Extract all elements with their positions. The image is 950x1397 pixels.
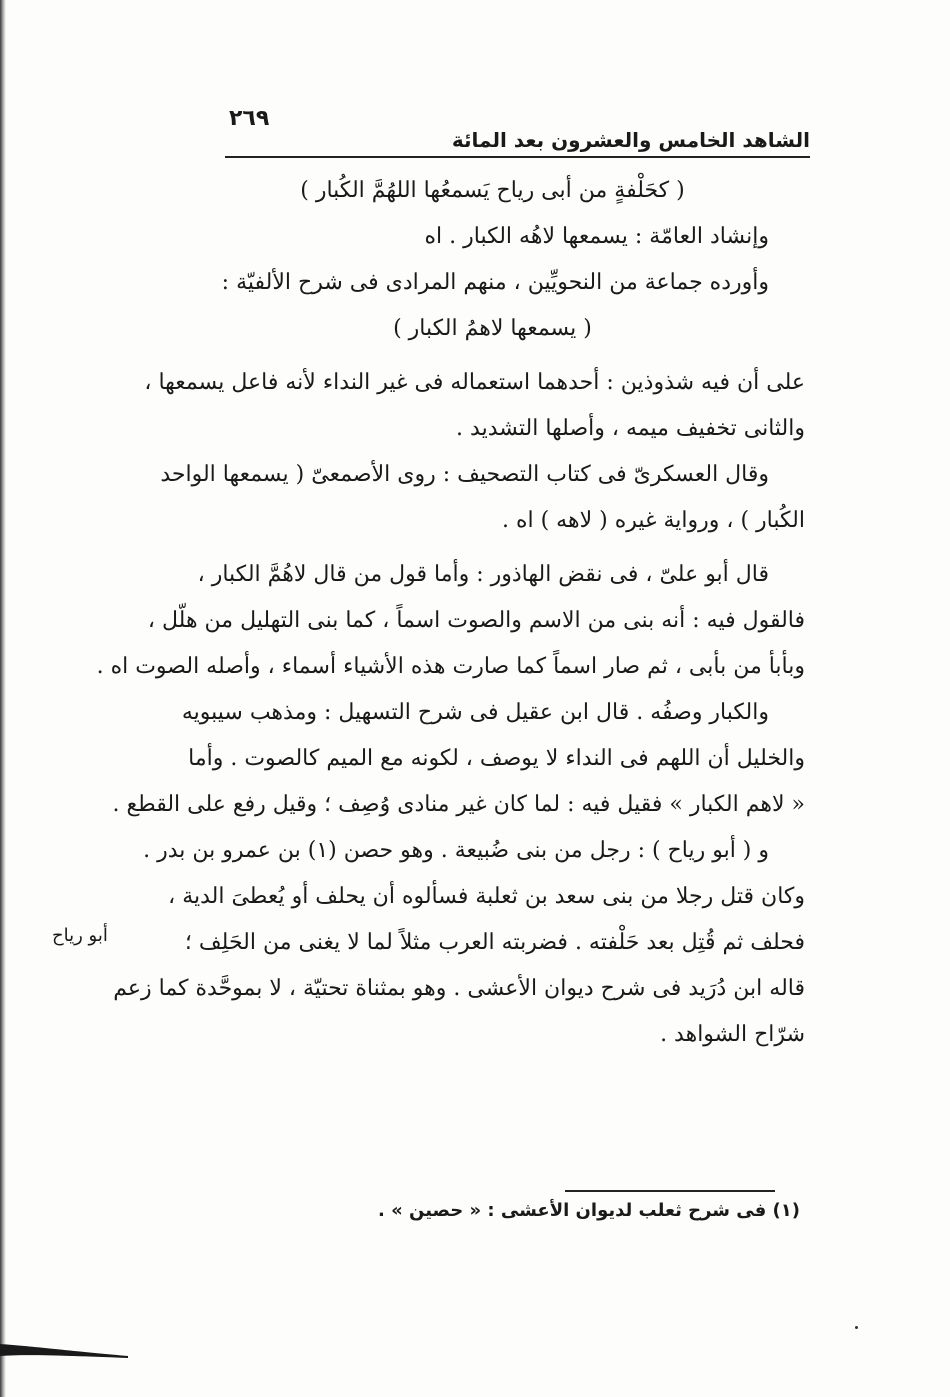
text-line: والكبار وصفُه . قال ابن عقيل فى شرح التسهيل : ومذهب سيبويه bbox=[181, 700, 769, 725]
page-number: ٢٦٩ bbox=[229, 106, 270, 131]
main-text bbox=[96, 168, 805, 1058]
paragraph-gap bbox=[180, 544, 805, 552]
paragraph-gap bbox=[180, 352, 805, 360]
text-line: شرّاح الشواهد . bbox=[660, 1022, 805, 1047]
header-rule bbox=[225, 156, 810, 158]
running-title: الشاهد الخامس والعشرون بعد المائة bbox=[451, 128, 810, 152]
margin-note: أبو رياح bbox=[52, 925, 108, 946]
text-line: وإنشاد العامّة : يسمعها لاهُه الكبار . اه bbox=[424, 224, 769, 249]
scan-left-edge bbox=[0, 0, 6, 1397]
text-line: قاله ابن دُرَيد فى شرح ديوان الأعشى . وهو بمثناة تحتيّة ، لا بموحَّدة كما زعم bbox=[113, 976, 805, 1001]
text-line: وقال العسكرىّ فى كتاب التصحيف : روى الأصمعىّ ( يسمعها الواحد bbox=[160, 462, 769, 487]
text-line: وأورده جماعة من النحويِّين ، منهم المرادى فى شرح الألفيّة : bbox=[221, 270, 769, 295]
text-line: على أن فيه شذوذين : أحدهما استعماله فى غير النداء لأنه فاعل يسمعها ، bbox=[144, 370, 805, 395]
text-line: قال أبو علىّ ، فى نقض الهاذور : وأما قول من قال لاهُمَّ الكبار ، bbox=[197, 562, 769, 587]
text-line: وبأبأ من بأبى ، ثم صار اسماً كما صارت هذه الأشياء أسماء ، وأصله الصوت اه . bbox=[96, 654, 805, 679]
text-line: فالقول فيه : أنه بنى من الاسم والصوت اسماً ، كما بنى التهليل من هلّل ، bbox=[147, 608, 805, 633]
footnote: (١) فى شرح ثعلب لديوان الأعشى : « حصين » . bbox=[378, 1200, 800, 1221]
text-line: والخليل أن اللهم فى النداء لا يوصف ، لكونه مع الميم كالصوت . وأما bbox=[188, 746, 805, 771]
page-header bbox=[225, 100, 810, 160]
text-line: « لاهم الكبار » فقيل فيه : لما كان غير منادى وُصِف ؛ وقيل رفع على القطع . bbox=[112, 792, 805, 817]
text-line: الكُبار ) ، ورواية غيره ( لاهه ) اه . bbox=[501, 508, 805, 533]
verse-line: ( كحَلْفةٍ من أبى رياح يَسمعُها اللهُمَّ الكُبار ) bbox=[300, 178, 685, 203]
text-line: فحلف ثم قُتِل بعد حَلْفته . فضربته العرب مثلاً لما لا يغنى من الحَلِف ؛ bbox=[184, 930, 805, 955]
text-line: و ( أبو رياح ) : رجل من بنى ضُبيعة . وهو حصن (١) بن عمرو بن بدر . bbox=[143, 838, 769, 863]
text-line: وكان قتل رجلا من بنى سعد بن ثعلبة فسألوه أن يحلف أو يُعطىَ الدية ، bbox=[168, 884, 805, 909]
verse-line: ( يسمعها لاهمُ الكبار ) bbox=[393, 316, 592, 341]
scan-speck bbox=[855, 1326, 858, 1329]
scan-smudge bbox=[0, 1340, 130, 1362]
footnote-rule bbox=[565, 1190, 775, 1192]
text-line: والثانى تخفيف ميمه ، وأصلها التشديد . bbox=[456, 416, 805, 441]
